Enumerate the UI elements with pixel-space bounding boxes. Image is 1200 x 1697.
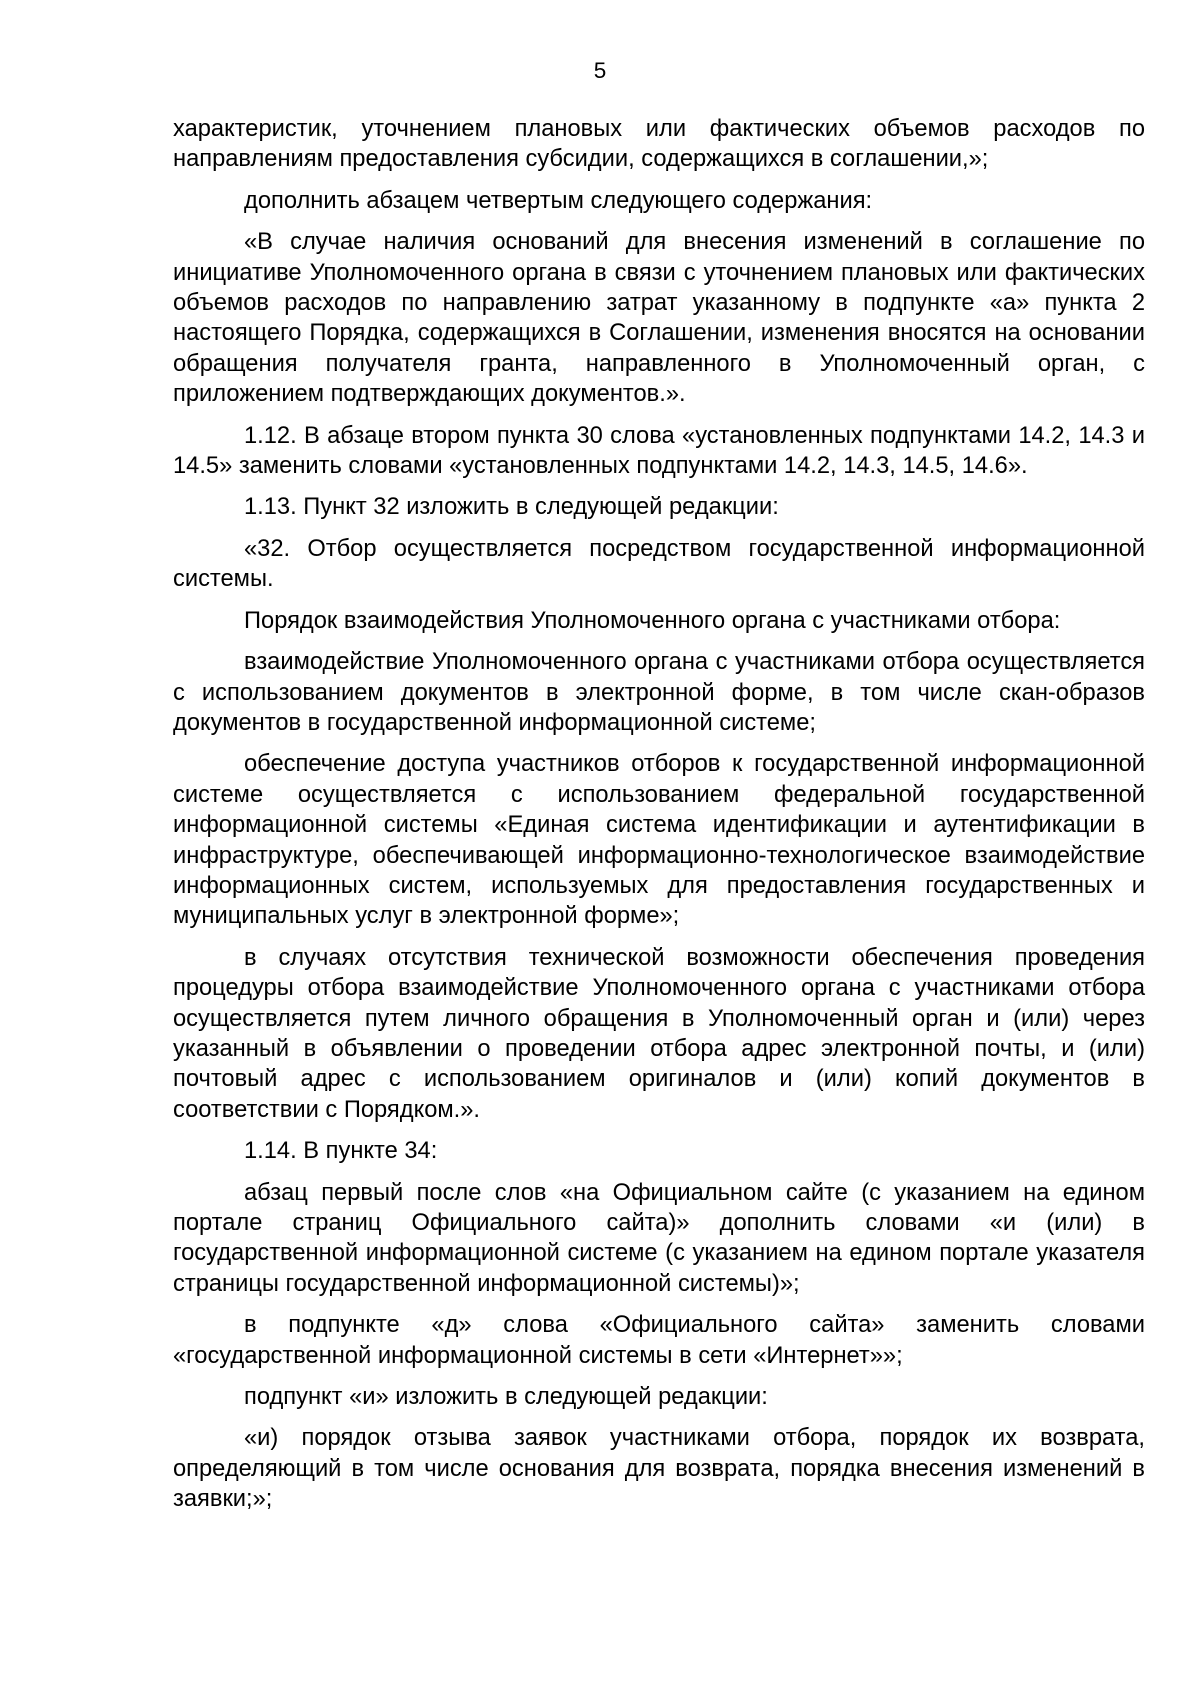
paragraph-subitem-i-instruction: подпункт «и» изложить в следующей редакции: <box>244 1384 768 1411</box>
page-number: 5 <box>593 58 607 83</box>
paragraph-item-1-12: 1.12. В абзаце втором пункта 30 слова «установленных подпунктами 14.2, 14.3 и 14.5» заменить словами «установленных подпунктами 14.2, 14.3, 14.5, 14.6». <box>173 422 1145 480</box>
paragraph-system-access: обеспечение доступа участников отборов к государственной информационной системе осуществляется с использованием федеральной государственной информационной системы «Единая система идентификации и аутентификации в инфраструктуре, обеспечивающей информационно-технологическое взаимодействие информационных систем, используемых для предоставления государственных и муниципальных услуг в электронной форме»; <box>173 751 1145 930</box>
paragraph-electronic-documents: взаимодействие Уполномоченного органа с участниками отбора осуществляется с использованием документов в электронной форме, в том числе скан-образов документов в государственной информационной системе; <box>173 649 1145 736</box>
paragraph-amendment-instruction: дополнить абзацем четвертым следующего содержания: <box>244 187 873 214</box>
paragraph-quoted-text: «В случае наличия оснований для внесения изменений в соглашение по инициативе Уполномоченного органа в связи с уточнением плановых или фактических объемов расходов по направлению затрат указанному в подпункте «а» пункта 2 настоящего Порядка, содержащихся в Соглашении, изменения вносятся на основании обращения получателя гранта, направленного в Уполномоченный орган, с приложением подтверждающих документов.». <box>173 229 1145 408</box>
paragraph-item-1-14: 1.14. В пункте 34: <box>244 1138 438 1165</box>
paragraph-item-1-13: 1.13. Пункт 32 изложить в следующей редакции: <box>244 494 779 521</box>
paragraph-point-32: «32. Отбор осуществляется посредством государственной информационной системы. <box>173 535 1145 593</box>
paragraph-interaction-order: Порядок взаимодействия Уполномоченного органа с участниками отбора: <box>244 607 1061 634</box>
document-body <box>173 114 1145 1526</box>
paragraph-first-paragraph-amendment: абзац первый после слов «на Официальном сайте (с указанием на едином портале страниц Официального сайта)» дополнить словами «и (или) в государственной информационной системе (с указанием на едином портале указателя страницы государственной информационной системы)»; <box>173 1179 1145 1297</box>
paragraph-no-technical-possibility: в случаях отсутствия технической возможности обеспечения проведения процедуры отбора взаимодействие Уполномоченного органа с участниками отбора осуществляется путем личного обращения в Уполномоченный орган и (или) через указанный в объявлении о проведении отбора адрес электронной почты, и (или) почтовый адрес с использованием оригиналов и (или) копий документов в соответствии с Порядком.». <box>173 944 1145 1123</box>
paragraph-subitem-i-text: «и) порядок отзыва заявок участниками отбора, порядок их возврата, определяющий в том числе основания для возврата, порядка внесения изменений в заявки;»; <box>173 1425 1145 1513</box>
paragraph-subitem-d: в подпункте «д» слова «Официального сайта» заменить словами «государственной информационной системы в сети «Интернет»»; <box>173 1312 1145 1369</box>
paragraph-continuation: характеристик, уточнением плановых или фактических объемов расходов по направлениям предоставления субсидии, содержащихся в соглашении,»; <box>173 116 1145 173</box>
